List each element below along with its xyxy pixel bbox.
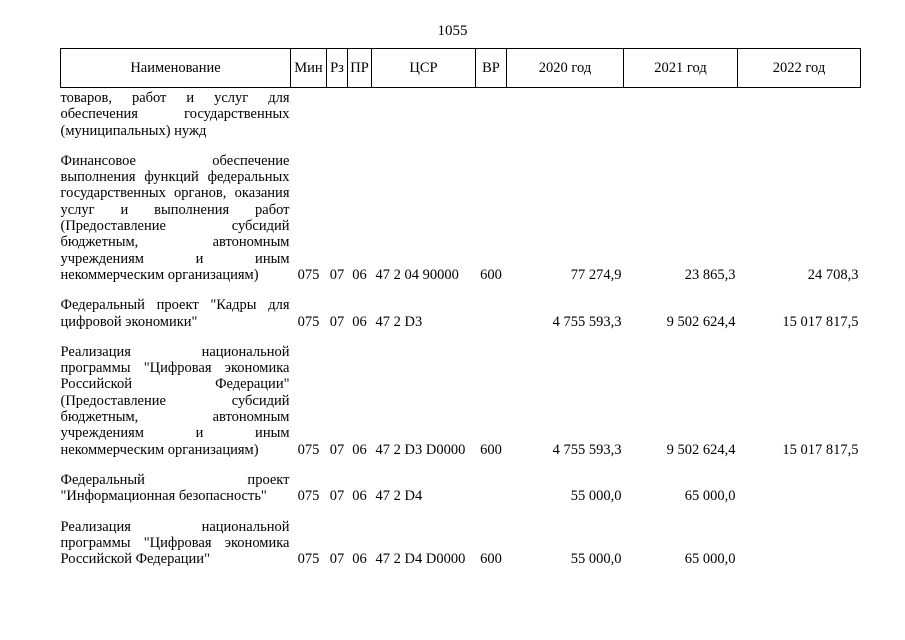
row-pr: 06 [352, 441, 367, 458]
header-vr: ВР [476, 49, 507, 88]
row-name: Финансовое обеспечение выполнения функций федеральных государственных органов, оказания услуг и выполнения работ (Предоставление субсидий бюджетным, автономным учреждениям и иным некоммерческим организациям) [60, 152, 290, 283]
row-2022: 15 017 817,5 [782, 313, 859, 330]
row-2022: 24 708,3 [807, 266, 859, 283]
row-min: 075 [297, 551, 320, 568]
row-min: 075 [297, 441, 320, 458]
row-2021: 9 502 624,4 [666, 313, 736, 330]
row-min: 075 [297, 313, 320, 330]
budget-table [60, 48, 861, 567]
table-row [61, 472, 861, 505]
row-2021 [624, 88, 738, 139]
header-pr: ПР [348, 49, 372, 88]
header-rz: Рз [327, 49, 348, 88]
row-rz: 07 [329, 266, 345, 283]
row-min [291, 88, 327, 139]
row-vr [476, 472, 507, 505]
row-rz [327, 88, 348, 139]
header-2022: 2022 год [738, 49, 861, 88]
row-vr [476, 88, 507, 139]
table-row [61, 344, 861, 458]
row-2020: 77 274,9 [570, 266, 622, 283]
header-min: Мин [291, 49, 327, 88]
row-name: Реализация национальной программы "Цифровая экономика Российской Федерации" [60, 518, 290, 568]
table-row [61, 297, 861, 330]
table-row [61, 519, 861, 568]
row-rz: 07 [329, 488, 345, 505]
row-2022 [738, 472, 861, 505]
row-2020: 55 000,0 [570, 551, 622, 568]
row-min: 075 [297, 488, 320, 505]
row-2020: 55 000,0 [570, 488, 622, 505]
row-2021: 65 000,0 [684, 488, 736, 505]
row-vr: 600 [480, 551, 502, 568]
row-2020: 4 755 593,3 [552, 441, 622, 458]
row-csr: 47 2 D3 D0000 [375, 441, 466, 458]
row-2020 [507, 88, 624, 139]
header-name: Наименование [61, 49, 291, 88]
row-2022 [738, 88, 861, 139]
row-vr [476, 297, 507, 330]
table-header-row [61, 49, 861, 88]
row-2021: 9 502 624,4 [666, 441, 736, 458]
table-row [61, 88, 861, 139]
row-2022 [738, 519, 861, 568]
row-2021: 65 000,0 [684, 551, 736, 568]
table-row [61, 153, 861, 283]
row-2020: 4 755 593,3 [552, 313, 622, 330]
header-2021: 2021 год [624, 49, 738, 88]
row-csr: 47 2 D4 [375, 488, 423, 505]
row-csr [372, 88, 476, 139]
row-csr: 47 2 04 90000 [375, 266, 459, 283]
row-pr: 06 [352, 313, 367, 330]
row-csr: 47 2 D4 D0000 [375, 551, 466, 568]
row-rz: 07 [329, 441, 345, 458]
header-2020: 2020 год [507, 49, 624, 88]
row-pr: 06 [352, 488, 367, 505]
row-2021: 23 865,3 [684, 266, 736, 283]
row-name: товаров, работ и услуг для обеспечения государственных (муниципальных) нужд [60, 90, 290, 139]
row-csr: 47 2 D3 [375, 313, 423, 330]
row-min: 075 [297, 266, 320, 283]
row-2022: 15 017 817,5 [782, 441, 859, 458]
row-name: Федеральный проект "Информационная безопасность" [60, 471, 290, 505]
row-rz: 07 [329, 313, 345, 330]
row-name: Федеральный проект "Кадры для цифровой экономики" [60, 297, 290, 330]
row-vr: 600 [480, 441, 502, 458]
row-pr: 06 [352, 266, 367, 283]
row-pr [348, 88, 372, 139]
header-csr: ЦСР [372, 49, 476, 88]
row-pr: 06 [352, 551, 367, 568]
row-name: Реализация национальной программы "Цифровая экономика Российской Федерации" (Предоставление субсидий бюджетным, автономным учреждениям и иным некоммерческим организациям) [60, 343, 290, 458]
row-vr: 600 [480, 266, 502, 283]
page-number: 1055 [437, 23, 468, 39]
row-rz: 07 [329, 551, 345, 568]
